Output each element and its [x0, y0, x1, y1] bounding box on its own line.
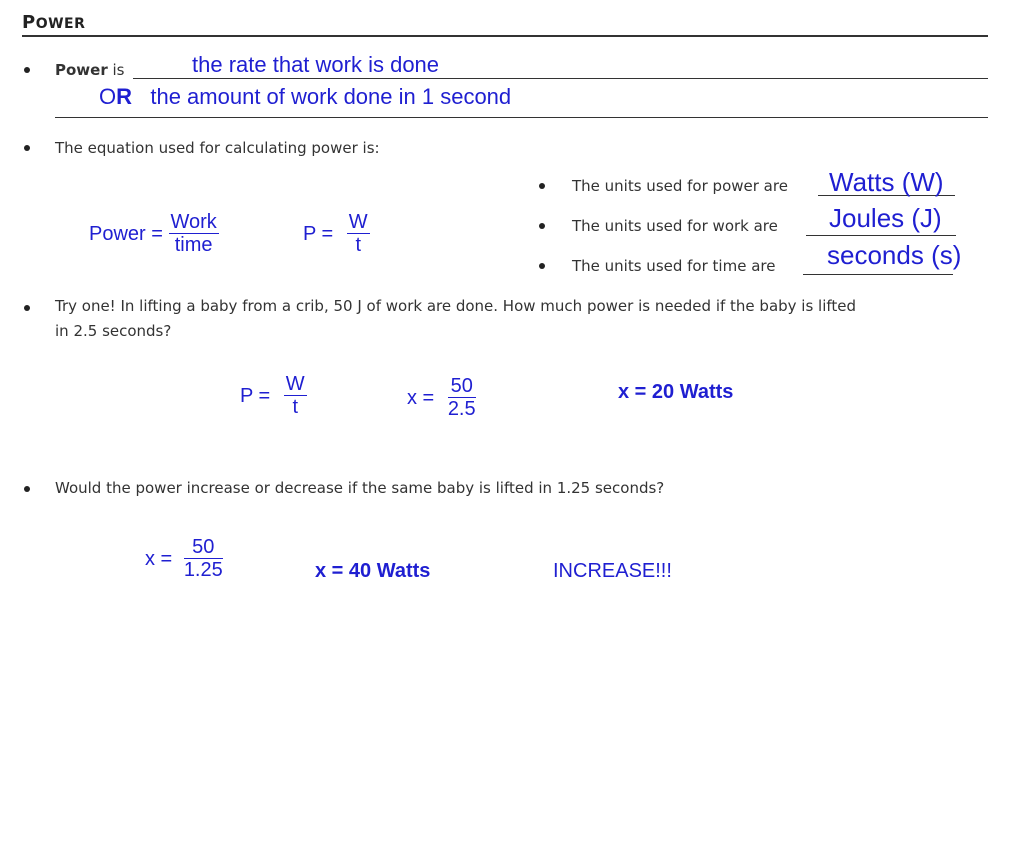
power-equation: Power = $\frac{\text{Work}}{\text{time}}$	[89, 211, 217, 256]
fraction-numerator: W	[285, 373, 305, 395]
problem2-x-equation: x = $\frac{50}{1.25}$	[145, 536, 223, 581]
fraction-denominator: t	[355, 234, 361, 256]
p-equation: P = $\frac{W}{t}$	[303, 211, 368, 256]
definition-answer-2: OR the amount of work done in 1 second	[99, 84, 512, 109]
fraction-denominator: 1.25	[183, 559, 223, 581]
fraction-numerator: 50	[184, 537, 223, 559]
bullet	[539, 183, 545, 189]
bullet	[24, 145, 30, 151]
units-work-answer: Joules (J)	[829, 203, 942, 233]
units-time-answer: seconds (s)	[827, 240, 962, 270]
problem1-p-equation: P = $\frac{W}{t}$	[240, 373, 305, 418]
fraction-numerator: Work	[170, 211, 217, 233]
bullet	[24, 67, 30, 73]
title-rule	[22, 35, 988, 37]
bullet	[24, 305, 30, 311]
answer-line-1	[133, 78, 988, 79]
problem1-x-equation: x = $\frac{50}{2.5}$	[407, 375, 476, 420]
definition-lead: Power is	[55, 61, 125, 79]
problem2-question: Would the power increase or decrease if the same baby is lifted in 1.25 seconds?	[55, 479, 665, 497]
answer-line-2	[55, 117, 988, 118]
problem1-result: x = 20 Watts	[618, 381, 734, 403]
bullet	[24, 486, 30, 492]
units-time-line	[803, 274, 953, 275]
units-work-line	[806, 235, 956, 236]
bullet	[539, 263, 545, 269]
problem2-conclusion: INCREASE!!!	[553, 560, 672, 582]
fraction-numerator: W	[348, 211, 368, 233]
definition-answer-1: the rate that work is done	[192, 52, 440, 77]
problem1-line2: in 2.5 seconds?	[55, 322, 172, 340]
fraction-numerator: 50	[448, 376, 476, 398]
page-title: POWER	[22, 12, 86, 33]
problem1-line1: Try one! In lifting a baby from a crib, 50 J of work are done. How much power is needed if the baby is lifted	[55, 297, 857, 315]
units-time-text: The units used for time are	[572, 257, 776, 275]
equation-prompt: The equation used for calculating power is:	[55, 139, 380, 157]
fraction-denominator: 2.5	[447, 398, 476, 420]
problem2-result: x = 40 Watts	[315, 560, 431, 582]
units-power-answer: Watts (W)	[829, 167, 944, 197]
units-work-text: The units used for work are	[572, 217, 778, 235]
fraction-denominator: time	[174, 234, 213, 256]
units-power-text: The units used for power are	[572, 177, 788, 195]
bullet	[539, 223, 545, 229]
fraction-denominator: t	[292, 396, 298, 418]
